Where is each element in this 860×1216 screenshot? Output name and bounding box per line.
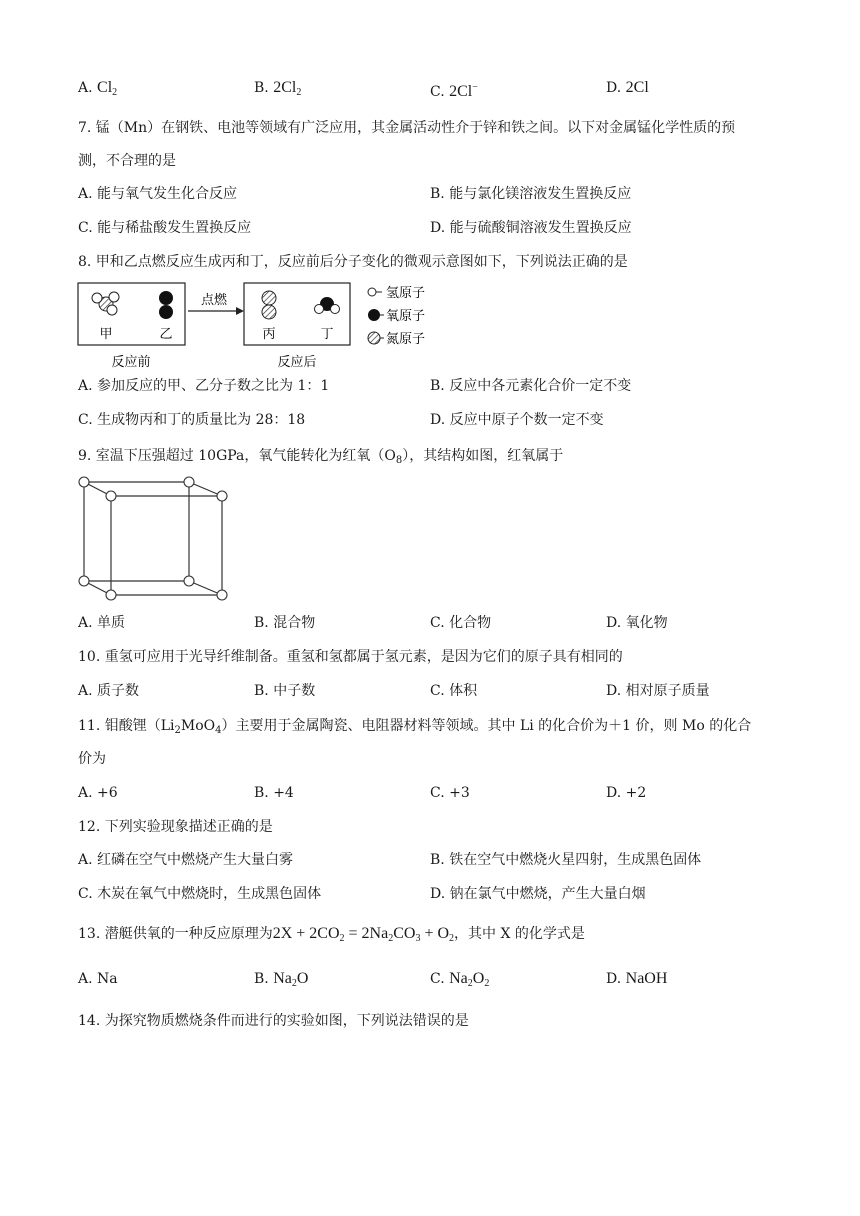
- q9-stem: 9. 室温下压强超过 10GPa，氧气能转化为红氧$(O_8)$，其结构如图，红氧属于: [78, 448, 564, 466]
- legend-hydrogen: [368, 286, 425, 301]
- atom: [184, 477, 194, 487]
- molecule-bing: [262, 291, 276, 319]
- atom: [79, 576, 89, 586]
- q13-option-a: A. Na: [78, 971, 118, 987]
- q9-option-c: C. 化合物: [430, 615, 492, 631]
- caption-after: 反应后: [277, 355, 317, 370]
- q10-option-c: C. 体积: [430, 683, 478, 699]
- svg-text:氮原子: 氮原子: [386, 332, 426, 347]
- q13-stem: 13. 潜艇供氧的一种反应原理为$2X + 2CO_2 = 2Na_2CO_3 + O_2$，其中 X 的化学式是: [78, 925, 585, 944]
- after-box: [244, 283, 350, 345]
- molecule-ding: [315, 297, 340, 314]
- q11-stem-line2: 价为: [78, 751, 106, 767]
- label-jia: 甲: [99, 327, 113, 342]
- q8-stem: 8. 甲和乙点燃反应生成丙和丁，反应前后分子变化的微观示意图如下，下列说法正确的是: [78, 254, 628, 270]
- q6-option-a: A. $Cl_2$: [78, 79, 118, 98]
- legend-oxygen: [368, 309, 425, 324]
- legend-nitrogen: [368, 332, 425, 347]
- q12-stem: 12. 下列实验现象描述正确的是: [78, 819, 273, 835]
- q6-option-b: B. $2Cl_2$: [254, 79, 302, 98]
- q13-option-c: C. $Na_2O_2$: [430, 970, 490, 989]
- q12-option-c: C. 木炭在氧气中燃烧时，生成黑色固体: [78, 886, 322, 902]
- svg-text:氧原子: 氧原子: [386, 309, 426, 324]
- q8-reaction-diagram: [76, 280, 456, 372]
- reaction-equation: $2X + 2CO_2 = 2Na_2CO_3 + O_2$: [272, 925, 455, 944]
- q9-option-b: B. 混合物: [254, 615, 316, 631]
- q7-option-a: A. 能与氧气发生化合反应: [78, 186, 238, 202]
- atom: [79, 477, 89, 487]
- q6-option-c: C. 2Cl−: [430, 82, 478, 100]
- label-bing: 丙: [262, 327, 276, 342]
- q12-option-a: A. 红磷在空气中燃烧产生大量白雾: [78, 852, 294, 868]
- atom: [106, 491, 116, 501]
- q11-option-b: B. +4: [254, 785, 294, 801]
- atom: [106, 590, 116, 600]
- atom: [217, 491, 227, 501]
- q14-stem: 14. 为探究物质燃烧条件而进行的实验如图，下列说法错误的是: [78, 1013, 469, 1029]
- q11-option-d: D. +2: [606, 785, 647, 801]
- q12-option-b: B. 铁在空气中燃烧火星四射，生成黑色固体: [430, 852, 702, 868]
- q12-option-d: D. 钠在氯气中燃烧，产生大量白烟: [430, 886, 646, 902]
- q9-option-a: A. 单质: [78, 615, 126, 631]
- atom: [217, 590, 227, 600]
- molecule-jia: [92, 292, 119, 315]
- q8-option-a: A. 参加反应的甲、乙分子数之比为 1：1: [78, 378, 330, 394]
- q13-option-b: B. $Na_2O$: [254, 970, 309, 989]
- q6-option-d: D. 2Cl: [606, 79, 649, 96]
- arrow-label: 点燃: [200, 293, 228, 308]
- molecule-yi: [159, 291, 173, 319]
- q10-option-b: B. 中子数: [254, 683, 316, 699]
- caption-before: 反应前: [111, 355, 151, 370]
- q7-stem-line2: 测，不合理的是: [78, 153, 176, 169]
- svg-text:氢原子: 氢原子: [386, 286, 426, 301]
- q11-option-a: A. +6: [78, 785, 118, 801]
- q7-option-c: C. 能与稀盐酸发生置换反应: [78, 220, 252, 236]
- q9-option-d: D. 氧化物: [606, 615, 668, 631]
- q11-option-c: C. +3: [430, 785, 470, 801]
- q13-option-d: D. NaOH: [606, 970, 668, 987]
- q7-option-d: D. 能与硫酸铜溶液发生置换反应: [430, 220, 632, 236]
- q11-stem-line1: 11. 钼酸锂$(Li_2MoO_4)$主要用于金属陶瓷、电阻器材料等领域。其中 Li 的化合价为＋1 价，则 Mo 的化合: [78, 718, 752, 736]
- label-yi: 乙: [159, 327, 173, 342]
- atom: [184, 576, 194, 586]
- red-oxygen-structure: [76, 474, 232, 604]
- q8-option-b: B. 反应中各元素化合价一定不变: [430, 378, 632, 394]
- q8-option-c: C. 生成物丙和丁的质量比为 28：18: [78, 412, 306, 428]
- q10-option-d: D. 相对原子质量: [606, 683, 710, 699]
- q8-option-d: D. 反应中原子个数一定不变: [430, 412, 604, 428]
- label-ding: 丁: [320, 327, 334, 342]
- q10-stem: 10. 重氢可应用于光导纤维制备。重氢和氢都属于氢元素，是因为它们的原子具有相同的: [78, 649, 623, 665]
- q7-stem-line1: 7. 锰（Mn）在钢铁、电池等领域有广泛应用，其金属活动性介于锌和铁之间。以下对金属锰化学性质的预: [78, 120, 736, 136]
- q7-option-b: B. 能与氯化镁溶液发生置换反应: [430, 186, 632, 202]
- q10-option-a: A. 质子数: [78, 683, 140, 699]
